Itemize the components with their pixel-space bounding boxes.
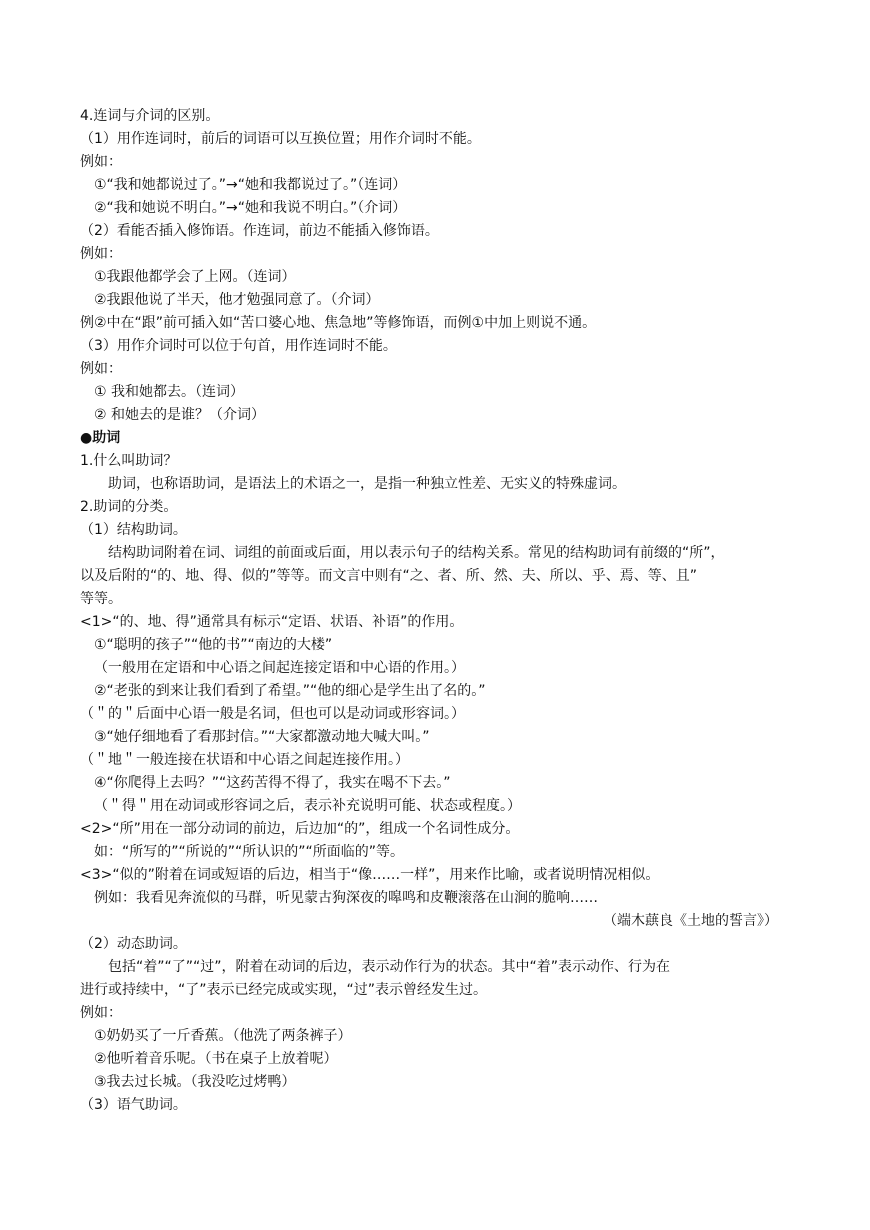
example-line: ①奶奶买了一斤香蕉。（他洗了两条裤子） bbox=[94, 1028, 352, 1044]
point-heading: <2>“所”用在一部分动词的前边，后边加“的”，组成一个名词性成分。 bbox=[80, 821, 520, 837]
example-line: ②“老张的到来让我们看到了希望。”“他的细心是学生出了名的。” bbox=[94, 683, 486, 699]
rule-line: （1）用作连词时，前后的词语可以互换位置；用作介词时不能。 bbox=[80, 131, 481, 147]
example-line: ③“她仔细地看了看那封信。”“大家都激动地大喊大叫。” bbox=[94, 729, 430, 745]
paragraph-line: 结构助词附着在词、词组的前面或后面，用以表示句子的结构关系。常见的结构助词有前缀的“所”， bbox=[108, 545, 725, 561]
example-label: 例如： bbox=[80, 1005, 122, 1021]
example-line: ②我跟他说了半天，他才勉强同意了。（介词） bbox=[94, 292, 380, 308]
subsection-heading: （2）动态助词。 bbox=[80, 936, 187, 952]
example-line: ① 我和她都去。（连词） bbox=[94, 384, 245, 400]
example-line: ③我去过长城。（我没吃过烤鸭） bbox=[94, 1074, 296, 1090]
rule-line: （3）用作介词时可以位于句首，用作连词时不能。 bbox=[80, 338, 397, 354]
example-label: 例如： bbox=[80, 246, 122, 262]
example-line: ①“我和她都说过了。”→“她和我都说过了。”（连词） bbox=[94, 177, 407, 193]
section-heading: 4.连词与介词的区别。 bbox=[80, 108, 220, 124]
example-line: 如：“所写的”“所说的”“所认识的”“所面临的”等。 bbox=[94, 844, 405, 860]
note-line: （＂的＂后面中心语一般是名词，但也可以是动词或形容词。） bbox=[80, 706, 465, 722]
section-title: ●助词 bbox=[80, 430, 121, 446]
paragraph-line: 进行或持续中，“了”表示已经完成或实现，“过”表示曾经发生过。 bbox=[80, 982, 488, 998]
example-line: 例如：我看见奔流似的马群，听见蒙古狗深夜的嗥鸣和皮鞭滚落在山涧的脆响…… bbox=[94, 890, 598, 906]
example-line: ④“你爬得上去吗？”“这药苦得不得了，我实在喝不下去。” bbox=[94, 775, 451, 791]
point-heading: <1>“的、地、得”通常具有标示“定语、状语、补语”的作用。 bbox=[80, 614, 464, 630]
example-line: ② 和她去的是谁？（介词） bbox=[94, 407, 266, 423]
paragraph-line: 包括“着”“了”“过”，附着在动词的后边，表示动作行为的状态。其中“着”表示动作、行为在 bbox=[108, 959, 671, 975]
paragraph-line: 以及后附的“的、地、得、似的”等等。而文言中则有“之、者、所、然、夫、所以、乎、焉、等、且” bbox=[80, 568, 698, 584]
note-line: （＂地＂一般连接在状语和中心语之间起连接作用。） bbox=[80, 752, 409, 768]
citation-line: （端木蕻良《土地的誓言》） bbox=[603, 913, 778, 929]
question-heading: 1.什么叫助词？ bbox=[80, 453, 178, 469]
paragraph-line: 等等。 bbox=[80, 591, 122, 607]
example-label: 例如： bbox=[80, 361, 122, 377]
note-line: （＂得＂用在动词或形容词之后，表示补充说明可能、状态或程度。） bbox=[94, 798, 521, 814]
example-line: ①我跟他都学会了上网。（连词） bbox=[94, 269, 296, 285]
example-line: ②“我和她说不明白。”→“她和我说不明白。”（介词） bbox=[94, 200, 407, 216]
subsection-heading: （3）语气助词。 bbox=[80, 1097, 187, 1113]
subsection-heading: （1）结构助词。 bbox=[80, 522, 187, 538]
rule-line: （2）看能否插入修饰语。作连词，前边不能插入修饰语。 bbox=[80, 223, 439, 239]
definition-line: 助词，也称语助词，是语法上的术语之一，是指一种独立性差、无实义的特殊虚词。 bbox=[108, 476, 626, 492]
note-line: （一般用在定语和中心语之间起连接定语和中心语的作用。） bbox=[94, 660, 465, 676]
example-line: ①“聪明的孩子”“他的书”“南边的大楼” bbox=[94, 637, 333, 653]
point-heading: <3>“似的”附着在词或短语的后边，相当于“像……一样”，用来作比喻，或者说明情况相似。 bbox=[80, 867, 660, 883]
example-label: 例如： bbox=[80, 154, 122, 170]
section-heading: 2.助词的分类。 bbox=[80, 499, 178, 515]
explanation-line: 例②中在“跟”前可插入如“苦口婆心地、焦急地”等修饰语，而例①中加上则说不通。 bbox=[80, 315, 597, 331]
example-line: ②他听着音乐呢。（书在桌子上放着呢） bbox=[94, 1051, 338, 1067]
